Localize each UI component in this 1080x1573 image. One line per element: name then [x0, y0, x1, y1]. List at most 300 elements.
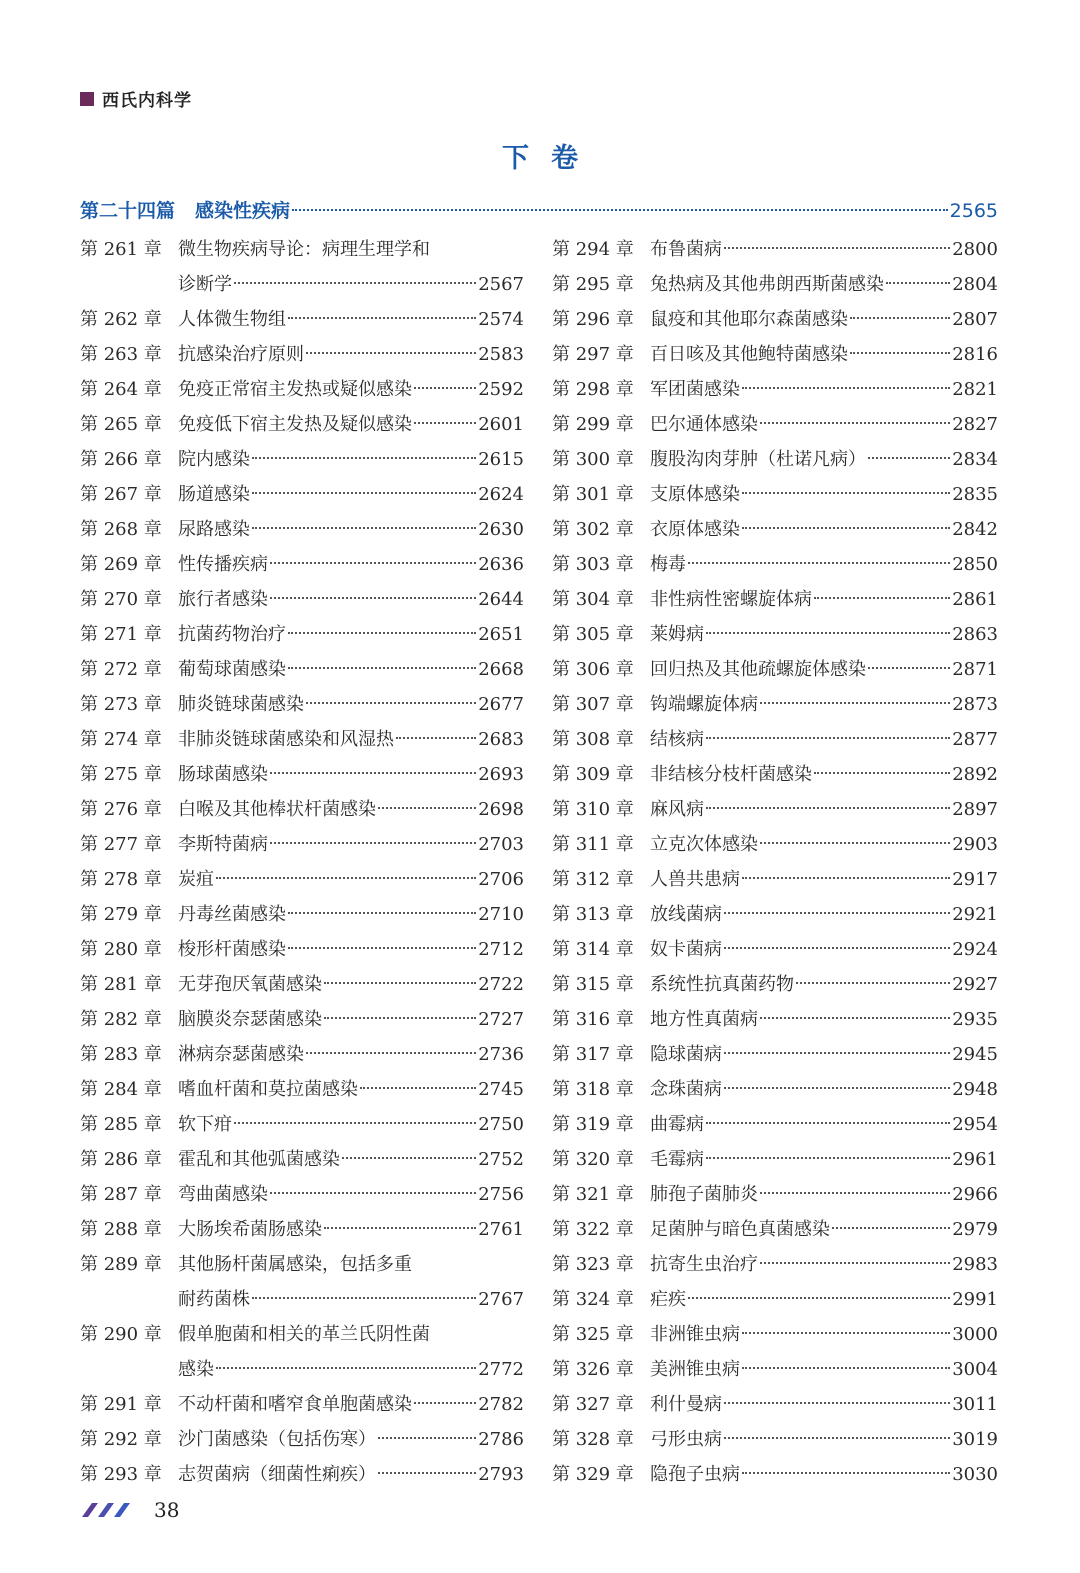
chapter-number: 第 290 章 — [80, 1324, 162, 1345]
chapter-number: 第 329 章 — [552, 1464, 634, 1485]
toc-entry[interactable] — [80, 757, 524, 792]
chapter-title: 无芽孢厌氧菌感染 — [178, 974, 322, 995]
toc-entry[interactable] — [80, 1107, 524, 1142]
page-ref: 2966 — [952, 1184, 998, 1205]
toc-entry[interactable] — [552, 827, 998, 862]
leader-dots — [234, 1122, 476, 1124]
chapter-title: 人体微生物组 — [178, 309, 286, 330]
leader-dots — [814, 597, 950, 599]
page-ref: 3004 — [952, 1359, 998, 1380]
leader-dots — [706, 737, 950, 739]
toc-entry[interactable] — [552, 652, 998, 687]
toc-entry[interactable] — [552, 1002, 998, 1037]
toc-entry[interactable] — [552, 792, 998, 827]
chapter-title: 鼠疫和其他耶尔森菌感染 — [650, 309, 848, 330]
chapter-title: 微生物疾病导论：病理生理学和 — [178, 239, 430, 260]
page-ref: 2703 — [478, 834, 524, 855]
toc-entry[interactable] — [552, 337, 998, 372]
leader-dots — [324, 1017, 476, 1019]
chapter-title: 兔热病及其他弗朗西斯菌感染 — [650, 274, 884, 295]
page-footer — [80, 1498, 179, 1522]
page-ref: 2636 — [478, 554, 524, 575]
chapter-title: 立克次体感染 — [650, 834, 758, 855]
chapter-number: 第 311 章 — [552, 834, 634, 855]
chapter-title: 尿路感染 — [178, 519, 250, 540]
chapter-title: 非性病性密螺旋体病 — [650, 589, 812, 610]
chapter-number: 第 312 章 — [552, 869, 634, 890]
page-ref: 2786 — [478, 1429, 524, 1450]
leader-dots — [288, 632, 476, 634]
leader-dots — [306, 702, 476, 704]
page-ref: 2793 — [478, 1464, 524, 1485]
chapter-title: 不动杆菌和嗜窄食单胞菌感染 — [178, 1394, 412, 1415]
chapter-number: 第 286 章 — [80, 1149, 162, 1170]
toc-entry[interactable] — [80, 1387, 524, 1422]
page-ref: 2574 — [478, 309, 524, 330]
toc-entry[interactable] — [80, 1142, 524, 1177]
toc-entry[interactable] — [552, 407, 998, 442]
toc-entry[interactable] — [552, 512, 998, 547]
leader-dots — [288, 667, 476, 669]
toc-entry[interactable] — [80, 547, 524, 582]
page-ref: 2821 — [952, 379, 998, 400]
chapter-number: 第 264 章 — [80, 379, 162, 400]
leader-dots — [378, 807, 476, 809]
chapter-number: 第 326 章 — [552, 1359, 634, 1380]
chapter-number: 第 262 章 — [80, 309, 162, 330]
toc-entry[interactable] — [80, 477, 524, 512]
chapter-title: 肺炎链球菌感染 — [178, 694, 304, 715]
leader-dots — [724, 1052, 950, 1054]
chapter-title: 美洲锥虫病 — [650, 1359, 740, 1380]
toc-entry[interactable] — [552, 1072, 998, 1107]
chapter-number: 第 327 章 — [552, 1394, 634, 1415]
page-ref: 2615 — [478, 449, 524, 470]
leader-dots — [270, 597, 476, 599]
toc-entry[interactable] — [80, 372, 524, 407]
page-ref: 2863 — [952, 624, 998, 645]
chapter-title-continuation: 感染 — [178, 1359, 214, 1380]
chapter-number: 第 280 章 — [80, 939, 162, 960]
leader-dots — [414, 387, 476, 389]
toc-entry[interactable] — [80, 967, 524, 1002]
chapter-number: 第 291 章 — [80, 1394, 162, 1415]
toc-entry[interactable] — [552, 932, 998, 967]
leader-dots — [270, 1192, 476, 1194]
leader-dots — [742, 387, 950, 389]
page-ref: 2677 — [478, 694, 524, 715]
page-ref: 2827 — [952, 414, 998, 435]
toc-entry[interactable] — [552, 897, 998, 932]
page-ref: 2712 — [478, 939, 524, 960]
chapter-title: 抗菌药物治疗 — [178, 624, 286, 645]
chapter-number: 第 321 章 — [552, 1184, 634, 1205]
leader-dots — [216, 1367, 476, 1369]
leader-dots — [760, 1262, 950, 1264]
chapter-number: 第 272 章 — [80, 659, 162, 680]
chapter-number: 第 297 章 — [552, 344, 634, 365]
chapter-title: 抗寄生虫治疗 — [650, 1254, 758, 1275]
toc-entry[interactable] — [80, 722, 524, 757]
toc-entry[interactable] — [552, 1422, 998, 1457]
toc-entry[interactable] — [552, 547, 998, 582]
part-title: 感染性疾病 — [195, 200, 291, 222]
page-ref: 2983 — [952, 1254, 998, 1275]
page-ref: 2752 — [478, 1149, 524, 1170]
chapter-title: 奴卡菌病 — [650, 939, 722, 960]
page-ref: 2991 — [952, 1289, 998, 1310]
toc-entry[interactable] — [552, 267, 998, 302]
chapter-title: 霍乱和其他弧菌感染 — [178, 1149, 340, 1170]
toc-entry[interactable] — [552, 442, 998, 477]
page-ref: 2850 — [952, 554, 998, 575]
toc-entry[interactable] — [80, 302, 524, 337]
chapter-number: 第 287 章 — [80, 1184, 162, 1205]
chapter-number: 第 270 章 — [80, 589, 162, 610]
chapter-number: 第 299 章 — [552, 414, 634, 435]
leader-dots — [252, 492, 476, 494]
toc-entry[interactable] — [552, 372, 998, 407]
chapter-title: 抗感染治疗原则 — [178, 344, 304, 365]
toc-entry[interactable] — [552, 617, 998, 652]
leader-dots — [760, 702, 950, 704]
header-square-icon — [80, 92, 94, 106]
page-ref: 2756 — [478, 1184, 524, 1205]
chapter-title: 念珠菌病 — [650, 1079, 722, 1100]
page-ref: 2954 — [952, 1114, 998, 1135]
leader-dots — [742, 877, 950, 879]
leader-dots — [742, 492, 950, 494]
page-number: 38 — [154, 1498, 180, 1522]
chapter-number: 第 289 章 — [80, 1254, 162, 1275]
leader-dots — [760, 1017, 950, 1019]
toc-entry[interactable] — [80, 1037, 524, 1072]
chapter-number: 第 288 章 — [80, 1219, 162, 1240]
chapter-title: 利什曼病 — [650, 1394, 722, 1415]
chapter-title: 军团菌感染 — [650, 379, 740, 400]
chapter-title: 院内感染 — [178, 449, 250, 470]
leader-dots — [706, 1157, 950, 1159]
chapter-number: 第 300 章 — [552, 449, 634, 470]
leader-dots — [760, 842, 950, 844]
page-ref: 2927 — [952, 974, 998, 995]
running-header — [80, 86, 192, 111]
toc-entry[interactable] — [552, 1037, 998, 1072]
chapter-number: 第 308 章 — [552, 729, 634, 750]
toc-entry[interactable] — [80, 232, 524, 302]
leader-dots — [832, 1227, 950, 1229]
chapter-number: 第 314 章 — [552, 939, 634, 960]
chapter-title: 弯曲菌感染 — [178, 1184, 268, 1205]
chapter-number: 第 306 章 — [552, 659, 634, 680]
leader-dots — [886, 282, 950, 284]
chapter-title: 旅行者感染 — [178, 589, 268, 610]
toc-entry[interactable] — [552, 1107, 998, 1142]
page-ref: 2567 — [478, 274, 524, 295]
chapter-number: 第 324 章 — [552, 1289, 634, 1310]
toc-entry[interactable] — [552, 302, 998, 337]
toc-entry[interactable] — [80, 1212, 524, 1247]
page-ref: 2877 — [952, 729, 998, 750]
chapter-title: 非肺炎链球菌感染和风湿热 — [178, 729, 394, 750]
toc-entry[interactable] — [80, 337, 524, 372]
page-ref: 2816 — [952, 344, 998, 365]
leader-dots — [270, 842, 476, 844]
chapter-number: 第 284 章 — [80, 1079, 162, 1100]
chapter-title: 软下疳 — [178, 1114, 232, 1135]
chapter-number: 第 319 章 — [552, 1114, 634, 1135]
chapter-title: 曲霉病 — [650, 1114, 704, 1135]
leader-dots — [760, 1192, 950, 1194]
page-ref: 2903 — [952, 834, 998, 855]
chapter-number: 第 279 章 — [80, 904, 162, 925]
chapter-title: 疟疾 — [650, 1289, 686, 1310]
chapter-number: 第 310 章 — [552, 799, 634, 820]
chapter-number: 第 268 章 — [80, 519, 162, 540]
leader-dots — [868, 457, 950, 459]
toc-entry[interactable] — [80, 1177, 524, 1212]
toc-entry[interactable] — [552, 1247, 998, 1282]
chapter-number: 第 323 章 — [552, 1254, 634, 1275]
leader-dots — [796, 982, 950, 984]
chapter-title: 隐孢子虫病 — [650, 1464, 740, 1485]
chapter-number: 第 283 章 — [80, 1044, 162, 1065]
leader-dots — [724, 1087, 950, 1089]
toc-entry[interactable] — [80, 1422, 524, 1457]
leader-dots — [288, 317, 476, 319]
leader-dots — [306, 1052, 476, 1054]
toc-entry[interactable] — [552, 1212, 998, 1247]
chapter-number: 第 282 章 — [80, 1009, 162, 1030]
page-ref: 2736 — [478, 1044, 524, 1065]
chapter-number: 第 274 章 — [80, 729, 162, 750]
toc-entry[interactable] — [552, 1457, 998, 1492]
chapter-title: 脑膜炎奈瑟菌感染 — [178, 1009, 322, 1030]
toc-entry[interactable] — [80, 932, 524, 967]
page-ref: 2961 — [952, 1149, 998, 1170]
chapter-number: 第 271 章 — [80, 624, 162, 645]
page-ref: 3019 — [952, 1429, 998, 1450]
chapter-number: 第 301 章 — [552, 484, 634, 505]
page-ref: 2935 — [952, 1009, 998, 1030]
toc-entry[interactable] — [552, 232, 998, 267]
chapter-title: 钩端螺旋体病 — [650, 694, 758, 715]
toc-entry[interactable] — [80, 1457, 524, 1492]
leader-dots — [724, 912, 950, 914]
toc-entry[interactable] — [552, 582, 998, 617]
chapter-title: 梅毒 — [650, 554, 686, 575]
toc-entry[interactable] — [552, 687, 998, 722]
chapter-number: 第 328 章 — [552, 1429, 634, 1450]
leader-dots — [742, 1332, 950, 1334]
chapter-title: 免疫低下宿主发热及疑似感染 — [178, 414, 412, 435]
chapter-number: 第 292 章 — [80, 1429, 162, 1450]
chapter-title: 嗜血杆菌和莫拉菌感染 — [178, 1079, 358, 1100]
toc-entry[interactable] — [552, 1317, 998, 1352]
page-ref: 3030 — [952, 1464, 998, 1485]
page-ref: 2924 — [952, 939, 998, 960]
toc-entry[interactable] — [80, 442, 524, 477]
chapter-title: 弓形虫病 — [650, 1429, 722, 1450]
chapter-title: 回归热及其他疏螺旋体感染 — [650, 659, 866, 680]
leader-dots — [216, 877, 476, 879]
toc-entry[interactable] — [80, 1317, 524, 1387]
chapter-title-continuation: 耐药菌株 — [178, 1289, 250, 1310]
toc-entry[interactable] — [552, 757, 998, 792]
toc-entry[interactable] — [80, 582, 524, 617]
toc-entry[interactable] — [552, 1352, 998, 1387]
chapter-number: 第 261 章 — [80, 239, 162, 260]
leader-dots — [688, 1297, 950, 1299]
chapter-title: 地方性真菌病 — [650, 1009, 758, 1030]
leader-dots — [378, 1472, 476, 1474]
page-ref: 2683 — [478, 729, 524, 750]
page-ref: 2800 — [952, 239, 998, 260]
leader-dots — [414, 1402, 476, 1404]
chapter-number: 第 296 章 — [552, 309, 634, 330]
chapter-number: 第 305 章 — [552, 624, 634, 645]
toc-entry[interactable] — [80, 1247, 524, 1317]
toc-entry[interactable] — [80, 617, 524, 652]
leader-dots — [742, 1367, 950, 1369]
chapter-title: 白喉及其他棒状杆菌感染 — [178, 799, 376, 820]
page-ref: 2948 — [952, 1079, 998, 1100]
chapter-title: 炭疽 — [178, 869, 214, 890]
leader-dots — [414, 422, 476, 424]
toc-entry[interactable] — [80, 512, 524, 547]
leader-dots — [706, 807, 950, 809]
toc-entry[interactable] — [80, 407, 524, 442]
leader-dots — [868, 667, 950, 669]
chapter-title: 人兽共患病 — [650, 869, 740, 890]
page-ref: 2945 — [952, 1044, 998, 1065]
toc-entry[interactable] — [552, 1142, 998, 1177]
chapter-number: 第 318 章 — [552, 1079, 634, 1100]
leader-dots — [850, 352, 950, 354]
toc-entry[interactable] — [80, 1002, 524, 1037]
page-ref: 2601 — [478, 414, 524, 435]
page-ref: 2761 — [478, 1219, 524, 1240]
chapter-title: 李斯特菌病 — [178, 834, 268, 855]
toc-entry[interactable] — [80, 687, 524, 722]
toc-entry[interactable] — [80, 827, 524, 862]
page-ref: 2807 — [952, 309, 998, 330]
leader-dots — [306, 352, 476, 354]
toc-left-column — [80, 232, 524, 1492]
chapter-title: 沙门菌感染（包括伤寒） — [178, 1429, 376, 1450]
chapter-number: 第 317 章 — [552, 1044, 634, 1065]
chapter-number: 第 315 章 — [552, 974, 634, 995]
chapter-number: 第 277 章 — [80, 834, 162, 855]
chapter-number: 第 307 章 — [552, 694, 634, 715]
page-ref: 2782 — [478, 1394, 524, 1415]
toc-entry[interactable] — [80, 862, 524, 897]
chapter-number: 第 269 章 — [80, 554, 162, 575]
chapter-number: 第 309 章 — [552, 764, 634, 785]
page-ref: 2706 — [478, 869, 524, 890]
chapter-title: 肺孢子菌肺炎 — [650, 1184, 758, 1205]
chapter-title: 非洲锥虫病 — [650, 1324, 740, 1345]
chapter-title: 非结核分枝杆菌感染 — [650, 764, 812, 785]
page-ref: 2921 — [952, 904, 998, 925]
chapter-title: 性传播疾病 — [178, 554, 268, 575]
chapter-title: 衣原体感染 — [650, 519, 740, 540]
page-ref: 2592 — [478, 379, 524, 400]
toc-entry[interactable] — [80, 652, 524, 687]
chapter-title: 肠道感染 — [178, 484, 250, 505]
leader-dots — [252, 457, 476, 459]
leader-dots — [270, 562, 476, 564]
page-ref: 2750 — [478, 1114, 524, 1135]
toc-entry[interactable] — [552, 1177, 998, 1212]
chapter-title: 志贺菌病（细菌性痢疾） — [178, 1464, 376, 1485]
page-ref: 2624 — [478, 484, 524, 505]
chapter-title: 大肠埃希菌肠感染 — [178, 1219, 322, 1240]
chapter-number: 第 275 章 — [80, 764, 162, 785]
chapter-number: 第 276 章 — [80, 799, 162, 820]
leader-dots — [292, 209, 948, 211]
chapter-number: 第 295 章 — [552, 274, 634, 295]
leader-dots — [760, 422, 950, 424]
page-ref: 2698 — [478, 799, 524, 820]
leader-dots — [360, 1087, 476, 1089]
chapter-title: 系统性抗真菌药物 — [650, 974, 794, 995]
chapter-number: 第 265 章 — [80, 414, 162, 435]
toc-entry[interactable] — [552, 862, 998, 897]
chapter-number: 第 313 章 — [552, 904, 634, 925]
page-ref: 2727 — [478, 1009, 524, 1030]
toc-entry[interactable] — [80, 897, 524, 932]
leader-dots — [342, 1157, 476, 1159]
chapter-title: 毛霉病 — [650, 1149, 704, 1170]
leader-dots — [252, 1297, 476, 1299]
chapter-title: 百日咳及其他鲍特菌感染 — [650, 344, 848, 365]
toc-entry[interactable] — [552, 1387, 998, 1422]
toc-entry[interactable] — [80, 1072, 524, 1107]
toc-entry[interactable] — [552, 967, 998, 1002]
part-heading[interactable] — [80, 196, 998, 226]
chapter-title-continuation: 诊断学 — [178, 274, 232, 295]
chapter-title: 足菌肿与暗色真菌感染 — [650, 1219, 830, 1240]
leader-dots — [706, 632, 950, 634]
chapter-number: 第 294 章 — [552, 239, 634, 260]
page-ref: 2892 — [952, 764, 998, 785]
page-ref: 2722 — [478, 974, 524, 995]
page-ref: 2861 — [952, 589, 998, 610]
chapter-title: 梭形杆菌感染 — [178, 939, 286, 960]
chapter-title: 结核病 — [650, 729, 704, 750]
toc-entry[interactable] — [80, 792, 524, 827]
volume-title: 下卷 — [502, 143, 600, 174]
chapter-title: 布鲁菌病 — [650, 239, 722, 260]
stripe-logo-icon — [80, 1500, 132, 1520]
toc-entry[interactable] — [552, 722, 998, 757]
chapter-title: 假单胞菌和相关的革兰氏阴性菌 — [178, 1324, 430, 1345]
chapter-number: 第 267 章 — [80, 484, 162, 505]
leader-dots — [688, 562, 950, 564]
part-number: 第二十四篇 — [80, 200, 176, 222]
book-title: 西氏内科学 — [102, 91, 192, 111]
leader-dots — [742, 1472, 950, 1474]
page-ref: 2979 — [952, 1219, 998, 1240]
toc-entry[interactable] — [552, 477, 998, 512]
leader-dots — [724, 247, 950, 249]
page-ref: 2835 — [952, 484, 998, 505]
page-ref: 3000 — [952, 1324, 998, 1345]
toc-entry[interactable] — [552, 1282, 998, 1317]
chapter-title: 腹股沟肉芽肿（杜诺凡病） — [650, 449, 866, 470]
chapter-number: 第 263 章 — [80, 344, 162, 365]
